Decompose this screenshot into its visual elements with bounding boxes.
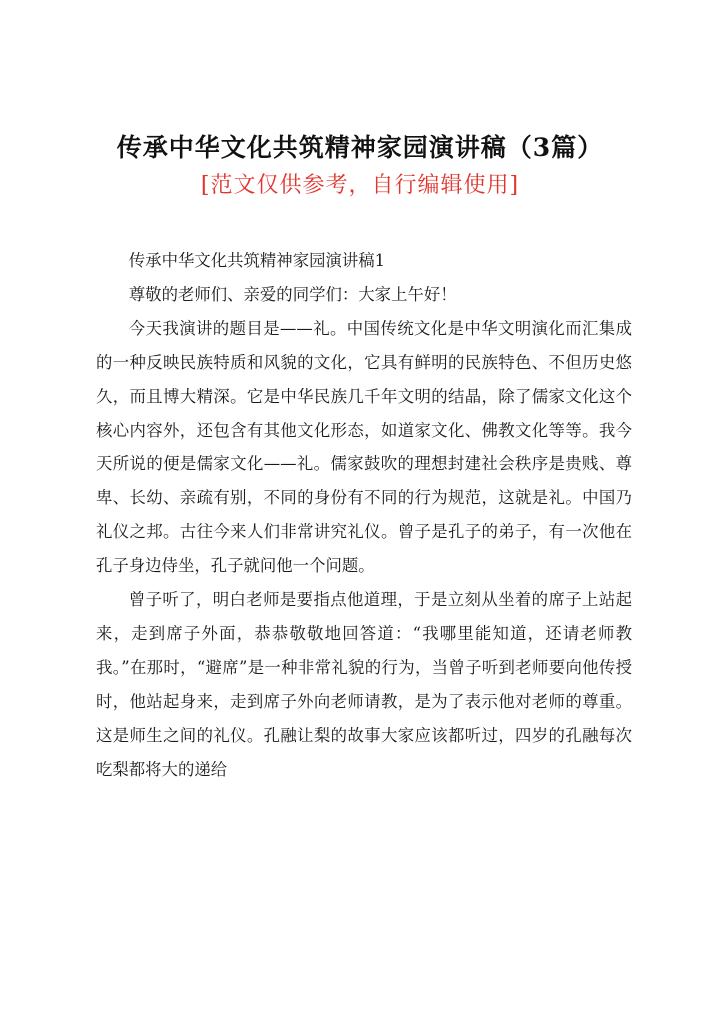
body-paragraph: 曾子听了，明白老师是要指点他道理，于是立刻从坐着的席子上站起来，走到席子外面，恭恭敬敬地回答道：“我哪里能知道，还请老师教我。”在那时，“避席”是一种非常礼貌的行为，当曾子听到老师要向他传授时，他站起身来，走到席子外向老师请教，是为了表示他对老师的尊重。这是师生之间的礼仪。孔融让梨的故事大家应该都听过，四岁的孔融每次吃梨都将大的递给 [96, 590, 632, 779]
body-paragraph: 今天我演讲的题目是——礼。中国传统文化是中华文明演化而汇集成的一种反映民族特质和风貌的文化，它具有鲜明的民族特色、不但历史悠久，而且博大精深。它是中华民族几千年文明的结晶，除了儒家文化这个核心内容外，还包含有其他文化形态，如道家文化、佛教文化等等。我今天所说的便是儒家文化——礼。儒家鼓吹的理想封建社会秩序是贵贱、尊卑、长幼、亲疏有别，不同的身份有不同的行为规范，这就是礼。中国乃礼仪之邦。古往今来人们非常讲究礼仪。曾子是孔子的弟子，有一次他在孔子身边侍坐，孔子就问他一个问题。 [96, 318, 632, 576]
greeting-paragraph: 尊敬的老师们、亲爱的同学们：大家上午好！ [128, 284, 457, 304]
document-subtitle: [范文仅供参考，自行编辑使用] [200, 173, 520, 198]
document-body [96, 244, 632, 787]
section-heading: 传承中华文化共筑精神家园演讲稿1 [128, 251, 386, 270]
document-title: 传承中华文化共筑精神家园演讲稿（3篇） [116, 133, 604, 162]
